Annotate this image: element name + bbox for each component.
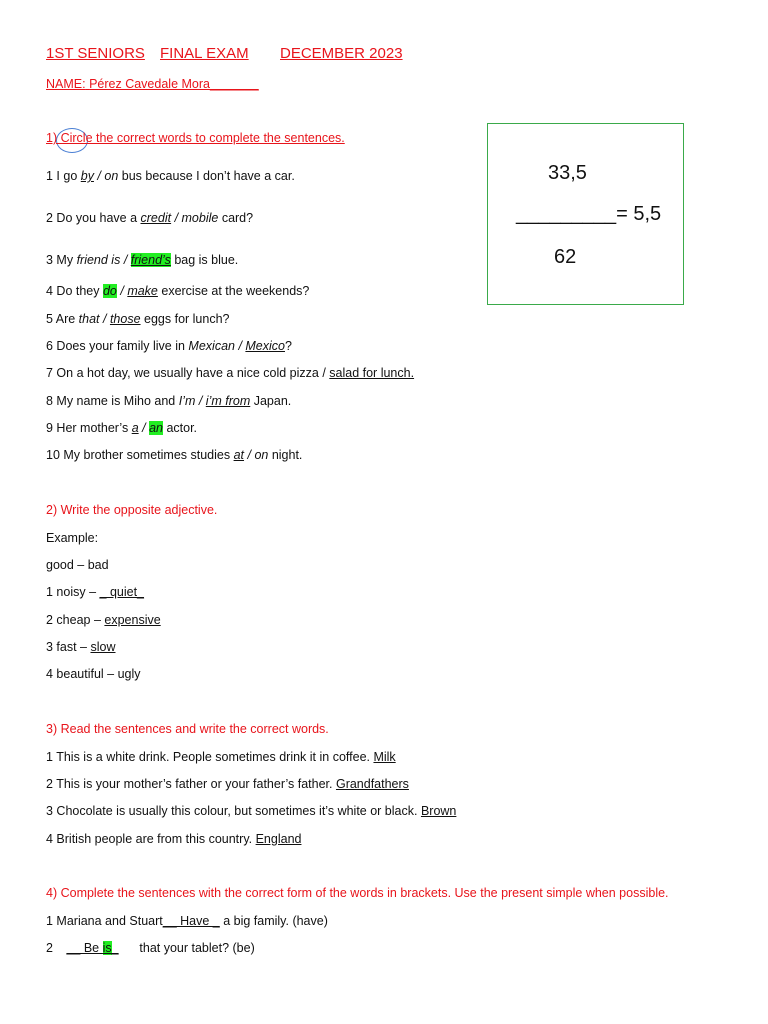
section2-title: 2) Write the opposite adjective. [46, 503, 218, 517]
answer: expensive [104, 613, 161, 627]
s3-item-3: 3 Chocolate is usually this colour, but sometimes it’s white or black. Brown [46, 804, 457, 818]
s1-item-7: 7 On a hot day, we usually have a nice cold pizza / salad for lunch. [46, 366, 415, 380]
exam-date: DECEMBER 2023 [280, 45, 403, 62]
answer: __ Be is_ [66, 941, 119, 955]
s1-item-8: 8 My name is Miho and I’m / i’m from Japan. [46, 394, 292, 408]
s2-example: good – bad [46, 558, 109, 572]
exam-title: FINAL EXAM [160, 45, 249, 62]
score-box [487, 123, 684, 305]
s1-item-3: 3 My friend is / friend’s bag is blue. [46, 253, 239, 267]
student-name-line [46, 77, 259, 91]
score-numerator: 33,5 [548, 162, 587, 184]
s1-item-4: 4 Do they do / make exercise at the weekends? [46, 284, 310, 298]
answer: slow [90, 640, 116, 654]
s2-item-2: 2 cheap – expensive [46, 613, 161, 627]
answer: Brown [420, 804, 457, 818]
s4-item-2: 2 __ Be is_ that your tablet? (be) [46, 941, 255, 955]
answer: __ Have _ [162, 914, 220, 928]
score-fraction-bar: _________= 5,5 [516, 203, 662, 225]
s4-item-1: 1 Mariana and Stuart__ Have _ a big family. (have) [46, 914, 328, 928]
s3-item-1: 1 This is a white drink. People sometimes drink it in coffee. Milk [46, 750, 396, 764]
s1-item-5: 5 Are that / those eggs for lunch? [46, 312, 230, 326]
s2-item-1: 1 noisy – _ quiet_ [46, 585, 144, 599]
answer: Grandfathers [335, 777, 409, 791]
s2-item-4: 4 beautiful – ugly [46, 667, 141, 681]
s1-item-1: 1 I go by / on bus because I don’t have a car. [46, 169, 295, 183]
s1-item-6: 6 Does your family live in Mexican / Mexico? [46, 339, 292, 353]
s2-item-3: 3 fast – slow [46, 640, 116, 654]
s1-item-2: 2 Do you have a credit / mobile card? [46, 211, 254, 225]
s1-item-9: 9 Her mother’s a / an actor. [46, 421, 198, 435]
name-label: NAME: [46, 77, 86, 91]
score-denominator: 62 [554, 246, 577, 268]
score-result: 5,5 [633, 203, 662, 225]
s3-item-2: 2 This is your mother’s father or your father’s father. Grandfathers [46, 777, 409, 791]
section1-title: 1) Circle the correct words to complete the sentences. [46, 131, 345, 145]
name-blank: _______ [209, 77, 259, 91]
section3-title: 3) Read the sentences and write the correct words. [46, 722, 329, 736]
s2-example-label: Example: [46, 531, 99, 545]
student-name: Pérez Cavedale Mora [89, 77, 210, 91]
s3-item-4: 4 British people are from this country. England [46, 832, 302, 846]
course-title: 1ST SENIORS [46, 45, 145, 62]
answer: _ quiet_ [99, 585, 144, 599]
section4-title: 4) Complete the sentences with the correct form of the words in brackets. Use the present simple when possible. [46, 886, 669, 900]
answer: Milk [373, 750, 396, 764]
answer: England [255, 832, 302, 846]
s1-item-10: 10 My brother sometimes studies at / on night. [46, 448, 303, 462]
